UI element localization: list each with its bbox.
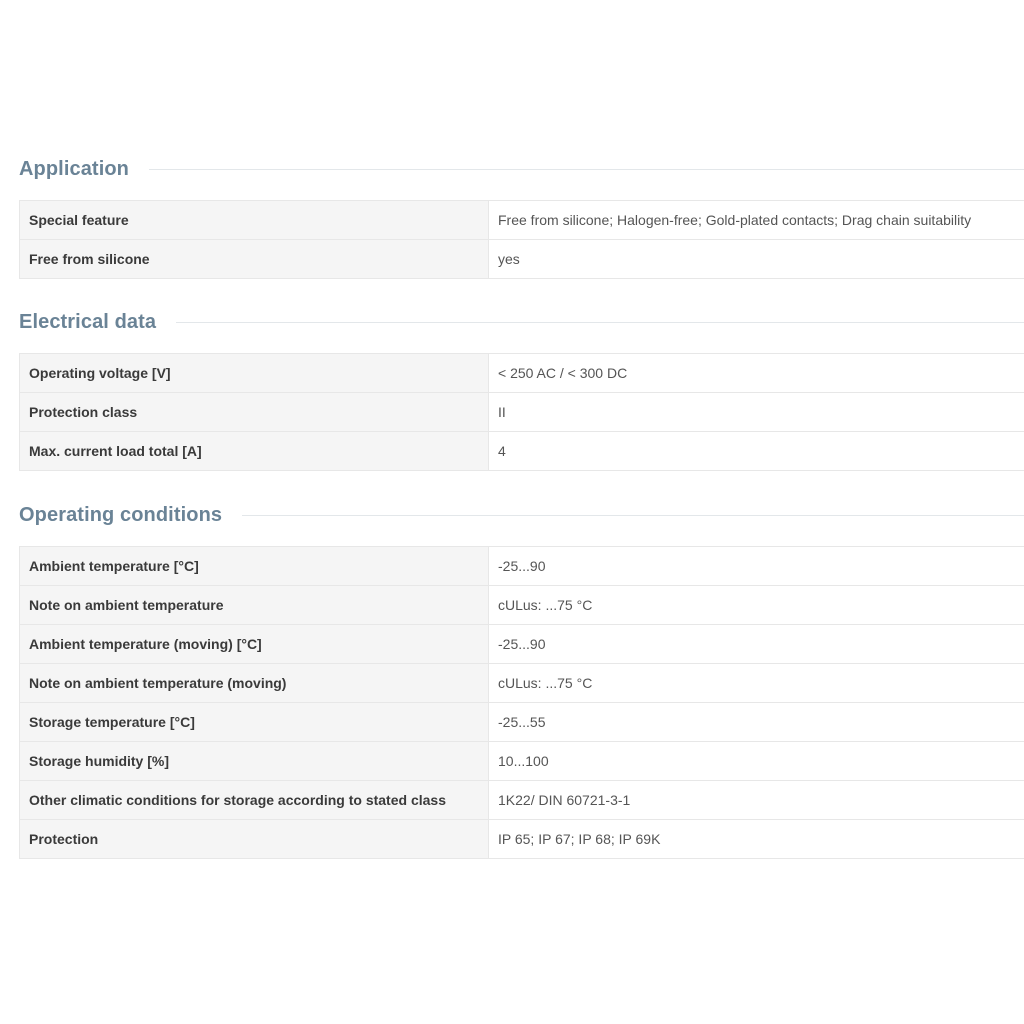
row-value: 4 [489, 432, 1024, 471]
table-row [20, 664, 1024, 703]
table-row [20, 586, 1024, 625]
table-row [20, 820, 1024, 859]
row-label: Note on ambient temperature (moving) [20, 664, 489, 703]
row-label: Operating voltage [V] [20, 354, 489, 393]
section-divider [149, 169, 1024, 170]
table-row [20, 742, 1024, 781]
row-label: Protection [20, 820, 489, 859]
row-value: -25...90 [489, 547, 1024, 586]
table-row [20, 201, 1024, 240]
row-label: Ambient temperature (moving) [°C] [20, 625, 489, 664]
table-row [20, 393, 1024, 432]
row-value: -25...55 [489, 703, 1024, 742]
section-header [19, 310, 1024, 334]
section-application [19, 157, 1024, 279]
section-header [19, 157, 1024, 181]
section-operating-conditions [19, 503, 1024, 859]
table-row [20, 354, 1024, 393]
row-label: Protection class [20, 393, 489, 432]
section-title: Operating conditions [19, 503, 223, 526]
row-value: IP 65; IP 67; IP 68; IP 69K [489, 820, 1024, 859]
row-label: Max. current load total [A] [20, 432, 489, 471]
table-row [20, 625, 1024, 664]
section-divider [176, 322, 1024, 323]
section-electrical-data [19, 310, 1024, 471]
section-header [19, 503, 1024, 527]
row-value: 1K22/ DIN 60721-3-1 [489, 781, 1024, 820]
table-row [20, 703, 1024, 742]
table-row [20, 240, 1024, 279]
row-label: Storage humidity [%] [20, 742, 489, 781]
table-row [20, 432, 1024, 471]
spec-table [19, 200, 1024, 279]
row-label: Storage temperature [°C] [20, 703, 489, 742]
spec-table [19, 546, 1024, 859]
row-value: < 250 AC / < 300 DC [489, 354, 1024, 393]
row-label: Note on ambient temperature [20, 586, 489, 625]
section-title: Application [19, 157, 129, 180]
row-label: Special feature [20, 201, 489, 240]
section-title: Electrical data [19, 310, 157, 333]
row-value: yes [489, 240, 1024, 279]
row-value: cULus: ...75 °C [489, 664, 1024, 703]
row-value: II [489, 393, 1024, 432]
row-value: cULus: ...75 °C [489, 586, 1024, 625]
table-row [20, 547, 1024, 586]
table-row [20, 781, 1024, 820]
row-label: Other climatic conditions for storage according to stated class [20, 781, 489, 820]
row-value: -25...90 [489, 625, 1024, 664]
row-label: Free from silicone [20, 240, 489, 279]
spec-table [19, 353, 1024, 471]
row-value: 10...100 [489, 742, 1024, 781]
row-label: Ambient temperature [°C] [20, 547, 489, 586]
row-value: Free from silicone; Halogen-free; Gold-plated contacts; Drag chain suitability [489, 201, 1024, 240]
section-divider [242, 515, 1024, 516]
